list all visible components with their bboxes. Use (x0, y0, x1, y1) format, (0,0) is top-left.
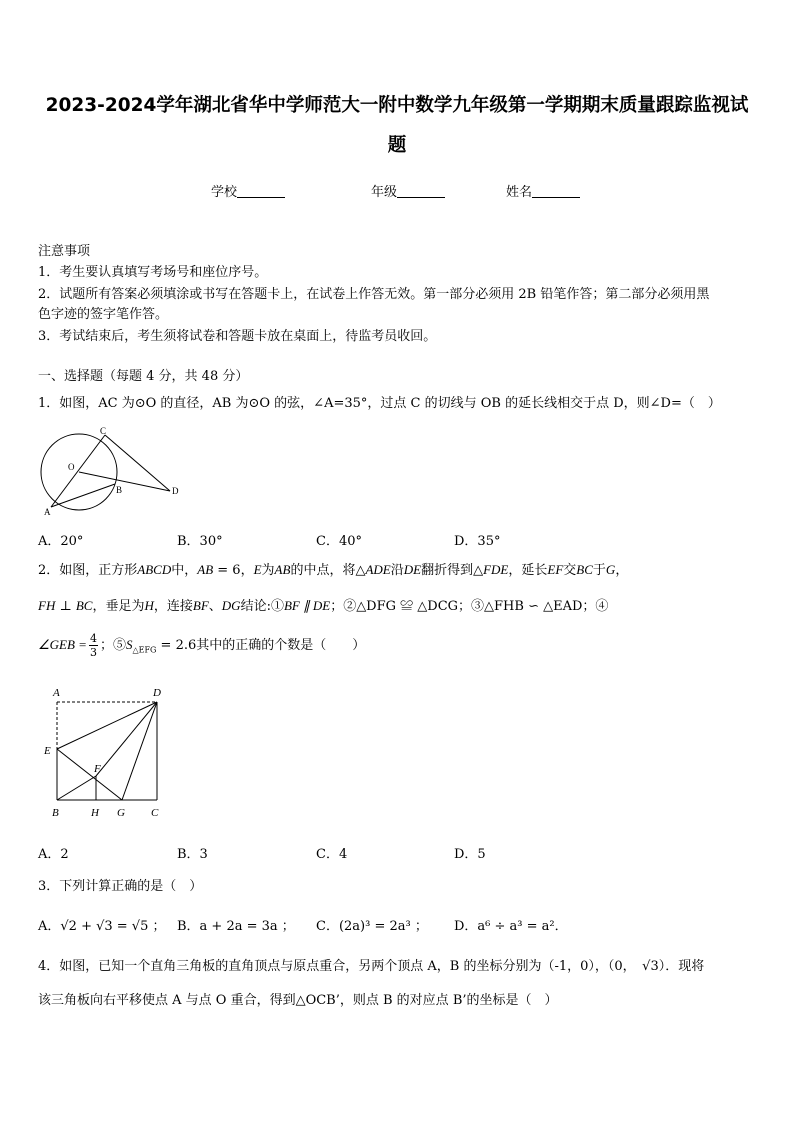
grade-label: 年级 (371, 185, 398, 200)
q2-text: ；②△DFG ≌ △DCG (330, 599, 459, 614)
q2-text: 的中点，将△ (290, 563, 366, 578)
exam-title (30, 86, 764, 166)
q2-label-f: F (94, 763, 101, 775)
name-label: 姓名 (506, 185, 533, 200)
school-field (211, 181, 285, 200)
q2-text: 交 (563, 563, 577, 578)
q2-var: BF (192, 598, 209, 613)
q2-text: ，连接 (153, 599, 193, 614)
notice-item-2: 2．试题所有答案必须填涂或书写在答题卡上，在试卷上作答无效。第一部分必须用 2B 铅笔作答；第二部分必须用黑 (38, 287, 710, 302)
q2-var: DG (221, 598, 241, 613)
q1-option-d[interactable]: D．35° (454, 534, 501, 549)
q2-var: BF ∥ DE (283, 598, 331, 613)
q2-text: 为 (261, 563, 275, 578)
title-line-2: 题 (387, 135, 407, 156)
q3-option-a[interactable]: A．√2 + √3 = √5 ； (38, 919, 166, 934)
q3-option-c[interactable]: C．(2a)³ = 2a³ ； (316, 919, 428, 934)
q2-subscript: △EFG (132, 645, 157, 655)
q2-text: ⊥ (55, 599, 76, 614)
notice-item-3: 3．考试结束后，考生须将试卷和答题卡放在桌面上，待监考员收回。 (38, 329, 437, 344)
q1-stem: 1．如图，AC 为⊙O 的直径，AB 为⊙O 的弦，∠A=35°，过点 C 的切线与 OB 的延长线相交于点 D，则∠D=（ ） (38, 396, 721, 411)
q2-option-c[interactable]: C．4 (316, 847, 348, 862)
q2-label-e: E (44, 745, 51, 757)
fraction-numerator: 4 (89, 632, 97, 645)
notice-heading: 注意事项 (38, 244, 91, 259)
q2-text: ，垂足为 (92, 599, 145, 614)
title-line-1: 2023-2024学年湖北省华中学师范大一附中数学九年级第一学期期末质量跟踪监视试 (45, 95, 749, 116)
notice-item-1: 1．考生要认真填写考场号和座位序号。 (38, 265, 268, 280)
q2-option-b[interactable]: B．3 (177, 847, 208, 862)
q2-label-b: B (52, 807, 59, 819)
q2-var: G (605, 562, 616, 577)
q2-var: EF (547, 562, 564, 577)
q2-text: 2．如图，正方形 (38, 563, 138, 578)
q4-line-1: 4．如图，已知一个直角三角板的直角顶点与原点重合，另两个顶点 A，B 的坐标分别为（-1，0），（0， √3）．现将 (38, 959, 705, 974)
school-label: 学校 (211, 185, 238, 200)
q1-label-b: B (116, 485, 123, 495)
q2-var: H (144, 598, 154, 613)
q2-label-a: A (53, 687, 60, 699)
q2-fraction (89, 632, 98, 659)
q2-var: E (253, 562, 262, 577)
q3-stem: 3．下列计算正确的是（ ） (38, 879, 203, 894)
name-field (506, 181, 580, 200)
q2-text: 于 (592, 563, 606, 578)
school-blank[interactable] (237, 184, 285, 198)
q2-label-h: H (91, 807, 99, 819)
q2-text: ；⑤ (99, 638, 126, 653)
q1-option-a[interactable]: A．20° (38, 534, 84, 549)
q2-var: DE (403, 562, 422, 577)
q4-line-2: 该三角板向右平移使点 A 与点 O 重合，得到△OCB’，则点 B 的对应点 B’的坐标是（ ） (38, 993, 558, 1008)
grade-field (371, 181, 445, 200)
q2-var: ADE (365, 562, 391, 577)
q2-var: S (125, 637, 133, 652)
q2-label-d: D (153, 687, 161, 699)
q2-option-d[interactable]: D．5 (454, 847, 486, 862)
q1-figure (30, 422, 190, 518)
q1-label-o: O (68, 462, 75, 472)
q2-line-1 (38, 562, 628, 579)
grade-blank[interactable] (397, 184, 445, 198)
q3-option-d[interactable]: D．a⁶ ÷ a³ = a²． (454, 919, 568, 934)
q2-label-c: C (151, 807, 159, 819)
q2-line-2 (38, 598, 608, 615)
q2-var: BC (576, 562, 593, 577)
q2-var: FH (38, 598, 56, 613)
q2-text: 沿 (390, 563, 404, 578)
q2-text: ；③△FHB ∽ △EAD (458, 599, 583, 614)
q2-label-g: G (117, 807, 125, 819)
q2-line-3 (38, 628, 365, 668)
q2-text: ，延长 (508, 563, 548, 578)
q1-option-c[interactable]: C．40° (316, 534, 362, 549)
q2-var: ABCD (137, 562, 172, 577)
q1-label-d: D (172, 486, 179, 496)
q2-text: ；④ (582, 599, 609, 614)
q1-label-c: C (100, 426, 107, 436)
q1-option-b[interactable]: B．30° (177, 534, 223, 549)
q3-option-b[interactable]: B．a + 2a = 3a ； (177, 919, 295, 934)
q2-text: ， (615, 563, 629, 578)
q2-var: AB (197, 562, 214, 577)
q2-text: 其中的正确的个数是（ ） (196, 638, 366, 653)
q2-figure (40, 683, 180, 823)
q2-var: ∠GEB = (38, 637, 87, 652)
q2-text: 翻折得到△ (421, 563, 484, 578)
section-heading: 一、选择题（每题 4 分，共 48 分） (38, 369, 249, 384)
q2-text: 结论:① (240, 599, 284, 614)
q2-var: AB (274, 562, 291, 577)
fraction-denominator: 3 (89, 646, 97, 659)
q2-option-a[interactable]: A．2 (38, 847, 69, 862)
name-blank[interactable] (532, 184, 580, 198)
q2-text: 、 (208, 599, 222, 614)
q2-text: = 2.6 (156, 638, 197, 653)
q2-text: = 6， (213, 563, 254, 578)
q2-text: 中， (171, 563, 198, 578)
q2-var: FDE (483, 562, 509, 577)
q2-var: BC (75, 598, 93, 613)
q1-label-a: A (44, 507, 51, 517)
notice-item-2-cont: 色字迹的签字笔作答。 (38, 307, 169, 322)
